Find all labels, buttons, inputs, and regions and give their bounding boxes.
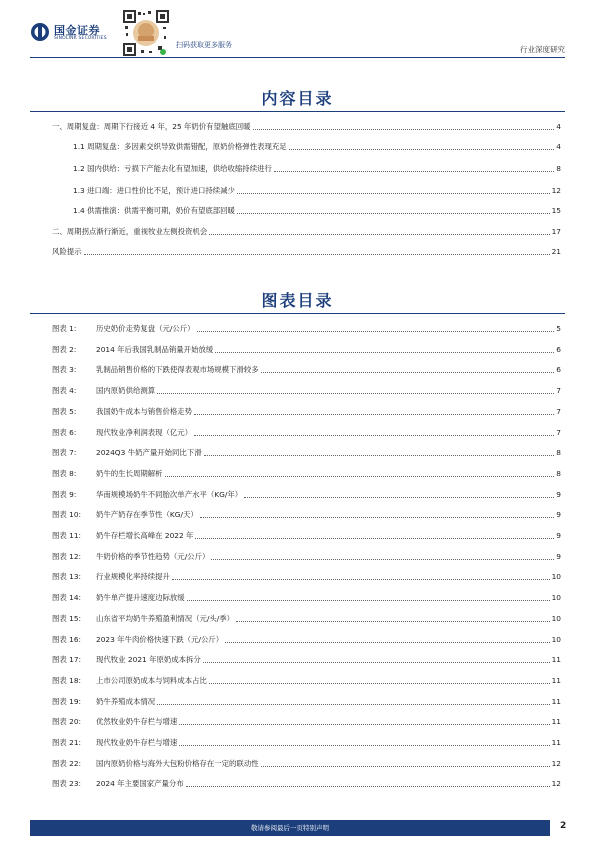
figure-entry[interactable] [52,343,561,355]
figure-entry-label: 图表 20: [52,717,82,727]
figure-entry[interactable] [52,405,561,417]
figure-entry-page: 6 [556,344,561,354]
figure-entry-page: 8 [556,448,561,458]
toc-entry-1-3[interactable] [73,184,561,196]
figure-entry-text: 现代牧业 2021 年原奶成本拆分 [96,655,201,665]
figure-entry-label: 图表 17: [52,655,82,665]
figure-entry-page: 11 [551,675,561,685]
brand-logo [30,22,120,46]
toc-entry-1-2[interactable] [73,162,561,174]
figure-entry-label: 图表 2: [52,344,77,354]
toc-leader [179,745,549,746]
toc-leader [194,414,554,415]
figure-entry[interactable] [52,736,561,748]
figure-entry-text: 行业规模化率持续提升 [96,572,170,582]
toc-leader [195,538,554,539]
toc-entry-page: 15 [551,206,561,215]
figure-entry-label: 图表 8: [52,468,77,478]
figure-entry[interactable] [52,426,561,438]
page-number: 2 [560,821,567,831]
sinolink-logo-icon [30,22,50,42]
figure-entry-label: 图表 12: [52,551,82,561]
toc-entry-page: 21 [551,247,561,256]
figure-entry-label: 图表 11: [52,531,82,540]
figure-entry-text: 华南规模场奶牛不同胎次单产水平（KG/年） [96,489,243,499]
toc-leader [165,476,555,477]
figures-title: 图表目录 [261,291,334,310]
toc-leader [237,193,550,194]
figure-entry-label: 图表 14: [52,593,82,603]
toc-leader [197,331,555,332]
toc-leader [211,559,554,560]
figure-entry-page: 10 [551,634,561,644]
figure-entry-label: 图表 5: [52,406,77,416]
toc-entry-page: 4 [556,142,561,151]
figure-entry-text: 牛奶价格的季节性趋势（元/公斤） [96,551,210,561]
toc-entry-text: 风险提示 [52,247,82,256]
figure-entry[interactable] [52,757,561,769]
qr-caption: 扫码获取更多服务 [176,41,232,49]
figure-entry-page: 7 [556,427,561,437]
toc-entry-cycle-turning-point[interactable] [52,225,561,237]
toc-leader [84,254,550,255]
figure-entry-label: 图表 6: [52,427,77,437]
figure-entry-page: 9 [556,510,561,520]
toc-leader [215,352,554,353]
toc-leader [209,683,550,684]
toc-entry-text: 1.2 国内供给：亏损下产能去化有望加速，供给收缩持续进行 [73,164,272,173]
toc-leader [179,724,549,725]
toc-leader [237,213,550,214]
figure-entry-text: 现代牧业净利润表现（亿元） [96,427,193,437]
figure-entry-label: 图表 4: [52,386,77,396]
footer-disclaimer: 敬请参阅最后一页特别声明 [251,824,329,832]
figure-entry-text: 奶牛产奶存在季节性（KG/天） [96,510,198,520]
figure-entry-page: 9 [556,531,561,540]
figure-entry-text: 2014 年后我国乳制品销量开始放缓 [96,344,214,354]
toc-title-rule [30,111,565,112]
figure-entry-label: 图表 1: [52,324,77,333]
figure-entry-text: 奶牛养殖成本情况 [96,696,156,706]
figure-entry-page: 6 [556,365,561,375]
figure-entry[interactable] [52,384,561,396]
figure-entry-text: 现代牧业奶牛存栏与增速 [96,738,178,747]
toc-entry-text: 二、周期拐点渐行渐近，重视牧业左侧投资机会 [52,227,208,236]
figure-entry[interactable] [52,570,561,582]
figure-entry[interactable] [52,467,561,479]
figure-entry-text: 2023 年牛肉价格快速下跌（元/公斤） [96,634,224,644]
figure-entry-text: 2024Q3 牛奶产量开始同比下滑 [96,448,202,458]
footer-bar [30,820,550,836]
figure-entry-text: 国内原奶价格与海外大包粉价格存在一定的联动性 [96,758,259,768]
toc-leader [157,393,554,394]
brand-name-cn: 国金证券 [54,24,100,37]
report-type-label: 行业深度研究 [520,45,565,54]
figure-entry-text: 山东省平均奶牛养殖盈利情况（元/头/季） [96,613,235,623]
figure-entry-text: 2024 年主要国家产量分布 [96,779,184,789]
figure-entry[interactable] [52,633,561,645]
figure-entry-label: 图表 21: [52,738,82,747]
toc-title: 内容目录 [261,89,334,108]
figure-entry-text: 奶牛单产提升速度边际放缓 [96,593,185,603]
figure-entry-page: 5 [556,324,561,333]
figure-entry[interactable] [52,488,561,500]
toc-leader [225,642,549,643]
figure-entry-label: 图表 15: [52,613,82,623]
toc-entry-page: 17 [551,227,561,236]
toc-entry-text: 1.3 进口端：进口性价比不足，预计进口持续减少 [73,186,235,195]
toc-entry-text: 1.1 周期复盘：多因素交织导致供需错配，原奶价格弹性表现充足 [73,142,287,151]
figure-entry-page: 7 [556,406,561,416]
toc-leader [236,621,550,622]
figure-entry[interactable] [52,446,561,458]
toc-entry-risk-warning[interactable] [52,245,561,257]
toc-leader [172,579,550,580]
figure-entry-page: 10 [551,613,561,623]
toc-leader [244,497,554,498]
figure-entry-label: 图表 23: [52,779,82,789]
figure-entry[interactable] [52,508,561,520]
toc-leader [261,766,550,767]
toc-entry-page: 8 [556,164,561,173]
figure-entry-page: 8 [556,468,561,478]
toc-leader [194,435,554,436]
figure-entry-page: 12 [551,779,561,789]
figure-entry[interactable] [52,777,561,789]
figure-entry-label: 图表 3: [52,365,77,375]
figure-entry-text: 历史奶价走势复盘（元/公斤） [96,324,195,333]
figure-entry[interactable] [52,695,561,707]
toc-leader [289,149,555,150]
toc-leader [200,517,555,518]
figure-entry[interactable] [52,591,561,603]
figure-entry-text: 乳制品销售价格的下跌使得表观市场规模下滑较多 [96,365,259,375]
figure-entry-label: 图表 7: [52,448,77,458]
figure-entry[interactable] [52,653,561,665]
figure-entry[interactable] [52,715,561,727]
toc-entry-text: 一、周期复盘：周期下行接近 4 年，25 年奶价有望触底回暖 [52,122,251,131]
toc-entry-page: 4 [556,122,561,131]
figure-entry[interactable] [52,322,561,334]
figure-entry-page: 12 [551,758,561,768]
figure-entry-page: 10 [551,572,561,582]
figure-entry-text: 上市公司原奶成本与饲料成本占比 [96,675,207,685]
figure-entry-label: 图表 13: [52,572,82,582]
toc-leader [209,234,549,235]
page-footer [0,818,595,842]
figure-entry-page: 11 [551,696,561,706]
figure-entry-text: 奶牛存栏增长高峰在 2022 年 [96,531,194,540]
figure-entry-text: 优然牧业奶牛存栏与增速 [96,717,178,727]
figure-entry[interactable] [52,529,561,541]
qr-code-icon[interactable] [123,10,169,56]
figure-entry[interactable] [52,363,561,375]
toc-leader [187,600,550,601]
figure-entry[interactable] [52,674,561,686]
figure-entry-page: 7 [556,386,561,396]
toc-entry-1-4[interactable] [73,204,561,216]
toc-leader [157,704,549,705]
brand-name-en: SINOLINK SECURITIES [54,36,107,41]
figures-title-rule [30,313,565,314]
toc-leader [204,455,555,456]
figure-entry[interactable] [52,612,561,624]
figure-entry-label: 图表 18: [52,675,82,685]
toc-leader [261,372,555,373]
figure-entry-text: 我国奶牛成本与销售价格走势 [96,406,193,416]
toc-leader [274,171,554,172]
toc-entry-1-1[interactable] [73,140,561,152]
figure-entry-label: 图表 9: [52,489,77,499]
figure-entry[interactable] [52,550,561,562]
figure-entry-page: 9 [556,551,561,561]
figure-entry-page: 11 [551,738,561,747]
figure-entry-page: 11 [551,655,561,665]
toc-entry-cycle-review[interactable] [52,120,561,132]
header-divider [30,57,565,58]
toc-entry-text: 1.4 供需推演：供需平衡可期，奶价有望底部回暖 [73,206,235,215]
figure-entry-label: 图表 22: [52,758,82,768]
toc-leader [186,786,550,787]
toc-leader [253,129,555,130]
figure-entry-text: 国内原奶供给测算 [96,386,156,396]
toc-entry-page: 12 [551,186,561,195]
figure-entry-page: 10 [551,593,561,603]
figure-entry-label: 图表 10: [52,510,82,520]
figure-entry-label: 图表 16: [52,634,82,644]
figure-entry-label: 图表 19: [52,696,82,706]
figure-entry-text: 奶牛的生长周期解析 [96,468,163,478]
figure-entry-page: 9 [556,489,561,499]
toc-leader [203,662,550,663]
figure-entry-page: 11 [551,717,561,727]
page-header [0,0,595,62]
